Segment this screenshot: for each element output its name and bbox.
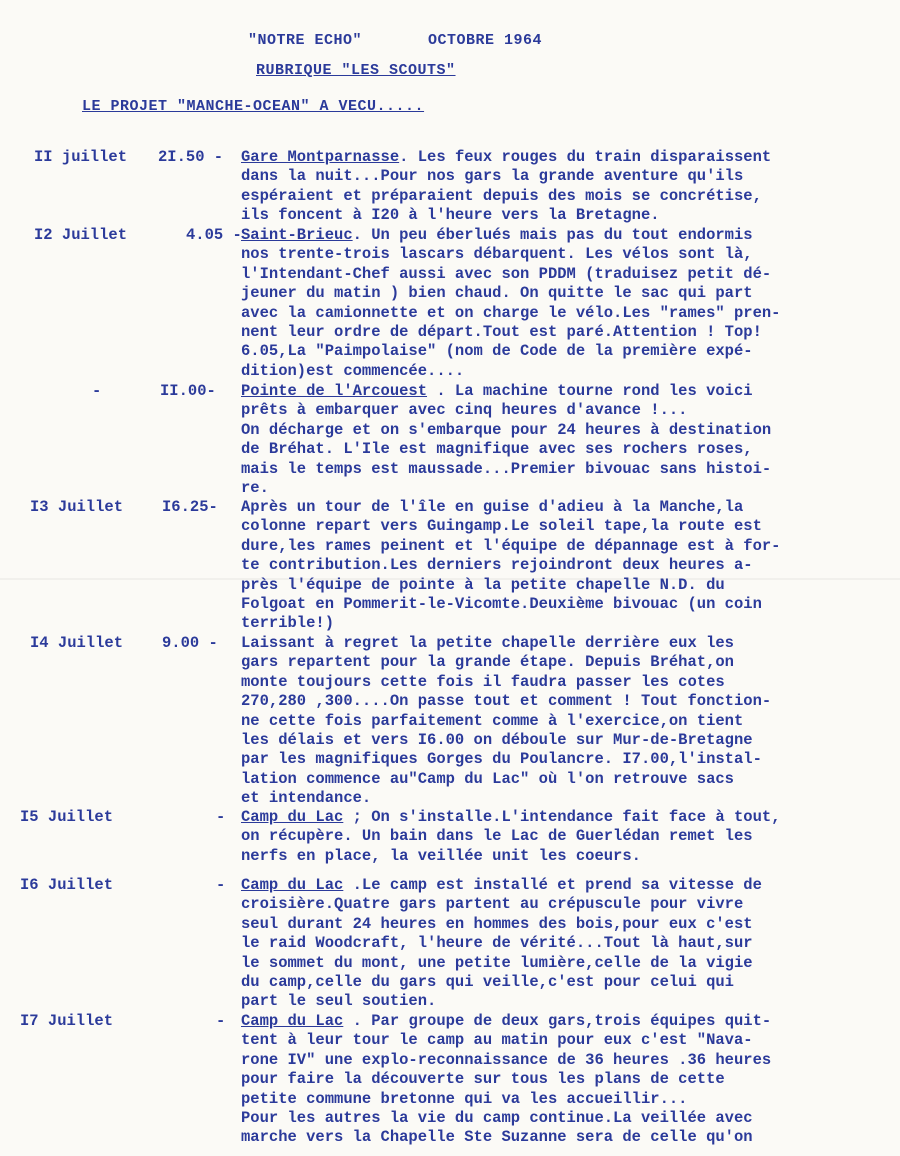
entry-line: 6.05,La "Paimpolaise" (nom de Code de la première expé- [241, 342, 753, 361]
entry-line: nent leur ordre de départ.Tout est paré.Attention ! Top! [241, 323, 762, 342]
entry-line: dans la nuit...Pour nos gars la grande aventure qu'ils [241, 167, 744, 186]
entry-place: Camp du Lac [241, 1012, 344, 1030]
entry-text [241, 1012, 891, 1148]
entry-line: nos trente-trois lascars débarquent. Les vélos sont là, [241, 245, 753, 264]
entry-line-rest: .Le camp est installé et prend sa vitesse de [343, 876, 762, 894]
entry-line: Après un tour de l'île en guise d'adieu à la Manche,la [241, 498, 744, 516]
entry-line: petite commune bretonne qui va les accueillir... [241, 1089, 688, 1108]
entry-line: les délais et vers I6.00 on déboule sur Mur-de-Bretagne [241, 731, 753, 750]
entry-line-rest: ; On s'installe.L'intendance fait face à tout, [343, 808, 781, 826]
entry-line-rest: . Les feux rouges du train disparaissent [399, 148, 772, 166]
entry-line: lation commence au"Camp du Lac" où l'on retrouve sacs [241, 769, 734, 788]
entry-line: par les magnifiques Gorges du Poulancre. I7.00,l'instal- [241, 750, 762, 769]
entry-time: - [216, 876, 226, 894]
entry-line: monte toujours cette fois il faudra passer les cotes [241, 672, 725, 691]
entry-date: I2 Juillet [34, 226, 128, 244]
entry-line [241, 226, 891, 245]
entry-line: Pour les autres la vie du camp continue.La veillée avec [241, 1109, 753, 1128]
entry-line: ils foncent à I20 à l'heure vers la Bretagne. [241, 206, 660, 225]
entry-date: I4 Juillet [30, 634, 124, 652]
entry-time: 4.05 - [186, 226, 242, 244]
entry-date: II juillet [34, 148, 128, 166]
entry-line: ne cette fois parfaitement comme à l'exercice,on tient [241, 711, 744, 730]
entry-date: - [92, 382, 102, 400]
entry-line: colonne repart vers Guingamp.Le soleil tape,la route est [241, 517, 762, 536]
entry-line: mais le temps est maussade...Premier bivouac sans histoi- [241, 459, 772, 478]
entry-date: I5 Juillet [20, 808, 114, 826]
entry-place: Camp du Lac [241, 876, 344, 894]
entry-text [241, 498, 891, 634]
entry-line-rest: . Un peu éberlués mais pas du tout endormis [352, 226, 753, 244]
entry-text [241, 382, 891, 498]
entry-line [241, 1012, 891, 1031]
entry-text [241, 634, 891, 809]
entry-line: Laissant à regret la petite chapelle derrière eux les [241, 634, 734, 652]
entry-line: près l'équipe de pointe à la petite chapelle N.D. du [241, 575, 725, 594]
entry-text [241, 148, 891, 226]
entry-place: Pointe de l'Arcouest [241, 382, 428, 400]
article-title: LE PROJET "MANCHE-OCEAN" A VECU..... [82, 98, 425, 115]
entry-line: marche vers la Chapelle Ste Suzanne sera de celle qu'on [241, 1128, 753, 1147]
entry-date: I7 Juillet [20, 1012, 114, 1030]
entry-line: nerfs en place, la veillée unit les coeurs. [241, 846, 641, 865]
entry-line: pour faire la découverte sur tous les plans de cette [241, 1070, 725, 1089]
entry-line: re. [241, 479, 269, 498]
entry-line: de Bréhat. L'Ile est magnifique avec ses rochers roses, [241, 440, 753, 459]
entry-line [241, 808, 891, 827]
rubrique-heading: RUBRIQUE "LES SCOUTS" [256, 62, 456, 79]
entry-line: le raid Woodcraft, l'heure de vérité...Tout là haut,sur [241, 934, 753, 953]
entry-line: 270,280 ,300....On passe tout et comment ! Tout fonction- [241, 692, 772, 711]
entry-line: jeuner du matin ) bien chaud. On quitte le sac qui part [241, 284, 753, 303]
entry-time: 2I.50 - [158, 148, 224, 166]
entry-line: et intendance. [241, 789, 372, 808]
entry-line: le sommet du mont, une petite lumière,celle de la vigie [241, 953, 753, 972]
entry-time: 9.00 - [162, 634, 218, 652]
entry-line: croisière.Quatre gars partent au crépuscule pour vivre [241, 895, 744, 914]
entry-line: seul durant 24 heures en hommes des bois,pour eux c'est [241, 914, 753, 933]
entry-place: Camp du Lac [241, 808, 344, 826]
entry-line: dition)est commencée.... [241, 361, 465, 380]
entry-line: terrible!) [241, 614, 335, 633]
entry-line: avec la camionnette et on charge le vélo.Les "rames" pren- [241, 303, 781, 322]
entry-line: Folgoat en Pommerit-le-Vicomte.Deuxième bivouac (un coin [241, 595, 762, 614]
entry-line: l'Intendant-Chef aussi avec son PDDM (traduisez petit dé- [241, 264, 772, 283]
entry-line [241, 876, 891, 895]
entry-text [241, 808, 891, 866]
entry-line: On décharge et on s'embarque pour 24 heures à destination [241, 420, 772, 439]
entry-time: - [216, 1012, 226, 1030]
entry-time: I6.25- [162, 498, 218, 516]
entry-line: prêts à embarquer avec cinq heures d'avance !... [241, 401, 688, 420]
entry-line [241, 148, 891, 167]
entry-line: espéraient et préparaient depuis des mois se concrétise, [241, 186, 762, 205]
entry-line-rest: . Par groupe de deux gars,trois équipes quit- [343, 1012, 772, 1030]
entry-line: dure,les rames peinent et l'équipe de dépannage est à for- [241, 536, 781, 555]
entry-date: I6 Juillet [20, 876, 114, 894]
entry-place: Saint-Brieuc [241, 226, 353, 244]
entry-line: part le seul soutien. [241, 992, 437, 1011]
entry-line [241, 382, 891, 401]
entry-text [241, 226, 891, 381]
entry-line: te contribution.Les derniers rejoindront deux heures a- [241, 556, 753, 575]
entry-line: gars repartent pour la grande étape. Depuis Bréhat,on [241, 653, 734, 672]
entry-line: rone IV" une explo-reconnaissance de 36 heures .36 heures [241, 1050, 772, 1069]
entry-line: du camp,celle du gars qui veille,c'est pour celui qui [241, 973, 734, 992]
entry-line: on récupère. Un bain dans le Lac de Guerlédan remet les [241, 827, 753, 846]
entry-time: II.00- [160, 382, 216, 400]
entry-place: Gare Montparnasse [241, 148, 400, 166]
issue-date: OCTOBRE 1964 [428, 32, 543, 49]
publication-name: "NOTRE ECHO" [248, 32, 363, 49]
entry-date: I3 Juillet [30, 498, 124, 516]
entry-line: tent à leur tour le camp au matin pour eux c'est "Nava- [241, 1031, 753, 1050]
entry-time: - [216, 808, 226, 826]
entry-line-rest: . La machine tourne rond les voici [427, 382, 753, 400]
entry-text [241, 876, 891, 1012]
